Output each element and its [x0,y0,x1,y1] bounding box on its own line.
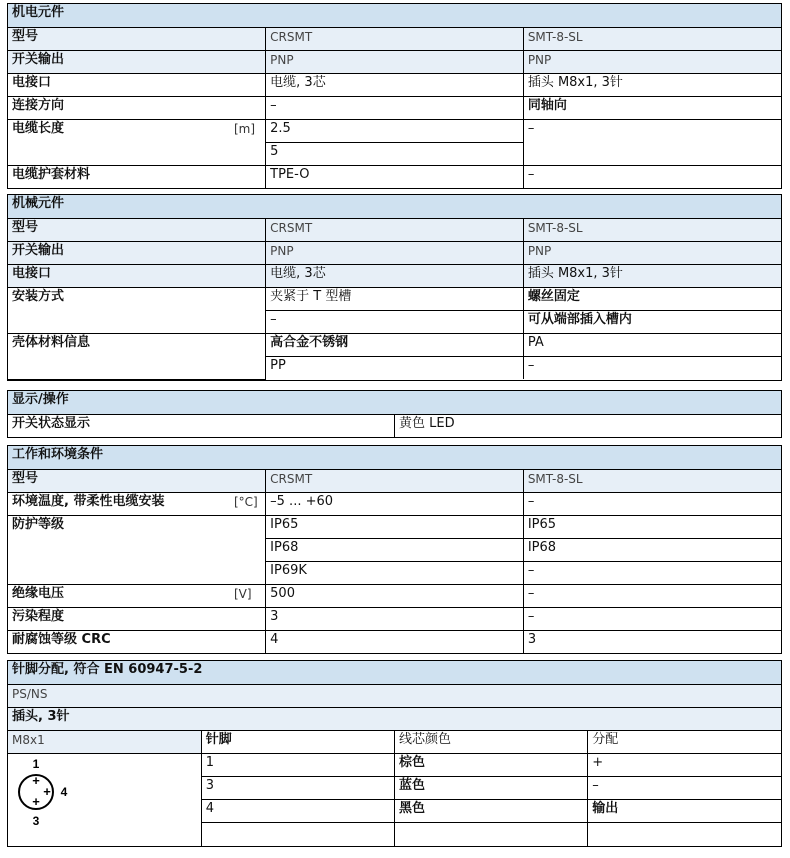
display-section [7,390,782,438]
pin-assignment-section [7,660,782,847]
pin-1-plus: + [32,772,40,788]
table-row: – 可从端部插入槽内 [8,310,781,333]
table-row: 耐腐蚀等级 CRC 4 3 [8,630,781,653]
table-row: 5 [8,142,781,165]
section-title: 针脚分配, 符合 EN 60947-5-2 [8,661,781,684]
m8-connector-icon [14,754,94,844]
table-row: 电缆护套材料 TPE-O – [8,165,781,188]
connector-label: 插头, 3针 [8,707,781,730]
connector-diagram-cell [8,753,201,846]
table-row: 污染程度 3 – [8,607,781,630]
table-row: 电接口 电缆, 3芯 插头 M8x1, 3针 [8,264,781,287]
pin-subtitle: PS/NS [8,684,781,707]
section-title: 工作和环境条件 [8,446,781,469]
mechanical-section [7,194,782,381]
table-row: 开关状态显示 黄色 LED [8,414,781,437]
electromechanical-section [7,3,782,189]
table-row: 型号 CRSMT SMT-8-SL [8,27,781,50]
table-row: 壳体材料信息 高合金不锈钢 PA [8,333,781,356]
pin-label-1: 1 [32,756,40,771]
table-row: IP68 IP68 [8,538,781,561]
environment-section [7,445,782,654]
unit-label: [m] [234,121,256,136]
table-row: 连接方向 – 同轴向 [8,96,781,119]
table-row: 开关输出 PNP PNP [8,50,781,73]
table-row: IP69K – [8,561,781,584]
pin-header-row: M8x1 针脚 线芯颜色 分配 [8,730,781,753]
section-title: 机械元件 [8,195,781,218]
table-row: + + + 1 4 3 1 棕色 + [8,753,781,776]
table-row: 电缆长度 [m] 2.5 – [8,119,781,142]
table-row: 电接口 电缆, 3芯 插头 M8x1, 3针 [8,73,781,96]
pin-label-4: 4 [60,784,68,799]
table-row: 绝缘电压 [V] 500 – [8,584,781,607]
table-row: 型号 CRSMT SMT-8-SL [8,469,781,492]
table-row: 型号 CRSMT SMT-8-SL [8,218,781,241]
pin-label-3: 3 [32,813,40,828]
table-row: 防护等级 IP65 IP65 [8,515,781,538]
table-row: 安装方式 夹紧于 T 型槽 螺丝固定 [8,287,781,310]
table-row: 开关输出 PNP PNP [8,241,781,264]
section-title: 机电元件 [8,4,781,27]
table-row: 3 蓝色 – [8,776,781,799]
section-title: 显示/操作 [8,391,781,414]
pin-3-plus: + [32,793,40,809]
pin-4-plus: + [43,783,51,799]
unit-label: [°C] [234,494,258,509]
table-row: 环境温度, 带柔性电缆安装 [°C] –5 ... +60 – [8,492,781,515]
unit-label: [V] [234,586,252,601]
table-row: PP – [8,356,781,379]
table-row: 4 黑色 输出 [8,799,781,822]
